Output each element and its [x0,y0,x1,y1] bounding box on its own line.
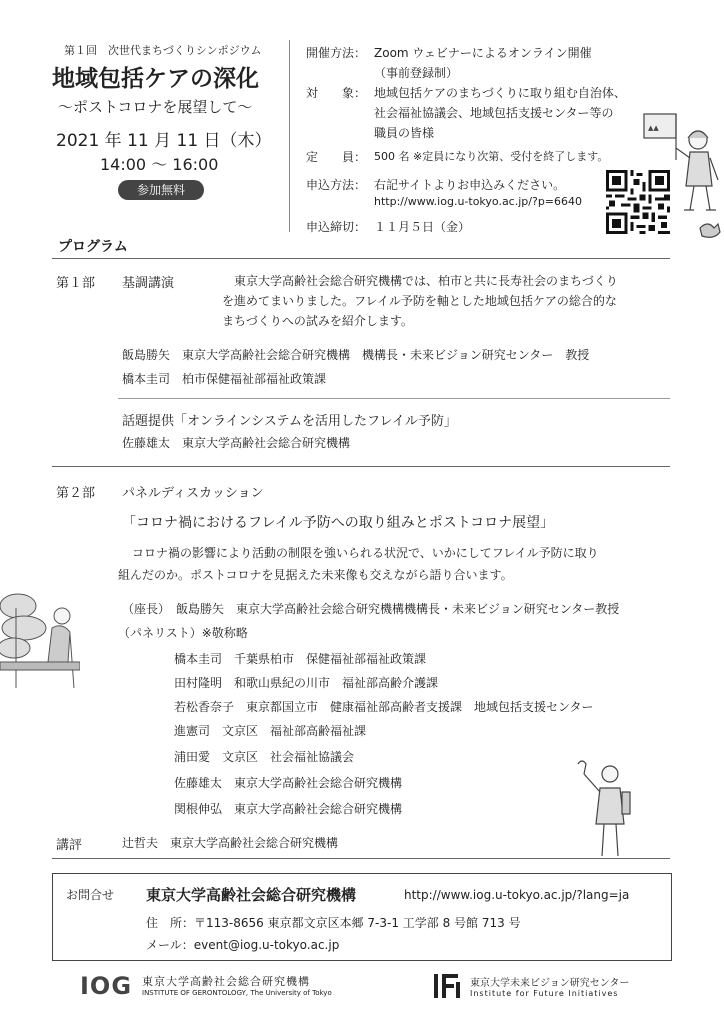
program-divider [52,258,670,259]
target-line-3: 職員の皆様 [374,126,435,140]
iog-name-jp: 東京大学高齢社会総合研究機構 [142,975,310,988]
part2-title: パネルディスカッション [122,486,264,501]
apply-label: 申込方法： [306,178,367,192]
event-title: 地域包括ケアの深化 [52,66,259,92]
review-value: 辻哲夫 東京大学高齢社会総合研究機構 [122,836,339,850]
iog-logo-icon: IOG [80,972,133,1000]
part1-speaker-2: 橋本圭司 柏市保健福祉部福祉政策課 [122,372,327,386]
contact-mail[interactable]: メール：event@iog.u-tokyo.ac.jp [146,938,340,952]
contact-label: お問合せ [66,888,115,902]
panelist-item: 進憲司 文京区 福祉部高齢福祉課 [174,724,367,738]
part2-label: 第２部 [56,486,96,501]
panelist-item: 佐藤雄太 東京大学高齢社会総合研究機構 [174,776,403,790]
part1-sub-divider [118,398,670,399]
program-heading: プログラム [58,239,128,255]
part1-label: 第１部 [56,276,96,291]
contact-org: 東京大学高齢社会総合研究機構 [146,886,357,904]
header-divider [289,40,290,232]
contact-url[interactable]: http://www.iog.u-tokyo.ac.jp/?lang=ja [404,888,630,902]
part1-topic-speaker: 佐藤雄太 東京大学高齢社会総合研究機構 [122,436,351,450]
waving-person-illustration-icon [574,756,640,862]
method-value: Zoom ウェビナーによるオンライン開催 [374,46,592,60]
elderly-walker-illustration-icon [0,588,80,698]
part2-desc-1: コロナ禍の影響により活動の制限を強いられる状況で、いかにしてフレイル予防に取り [132,546,599,560]
event-time: 14:00 ～ 16:00 [100,155,219,174]
review-label: 講評 [56,838,83,853]
panelist-item: 橋本圭司 千葉県柏市 保健福祉部福祉政策課 [174,652,427,666]
capacity-label: 定 員： [306,150,367,164]
target-line-1: 地域包括ケアのまちづくりに取り組む自治体、 [374,86,626,100]
part2-chair: （座長） 飯島勝矢 東京大学高齢社会総合研究機構機構長・未来ビジョン研究センター教授 [122,602,620,616]
apply-value: 右記サイトよりお申込みください。 [374,178,566,192]
apply-url[interactable]: http://www.iog.u-tokyo.ac.jp/?p=6640 [374,195,583,208]
panelist-item: 若松香奈子 東京都国立市 健康福祉部高齢者支援課 地域包括支援センター [174,700,594,714]
panelist-label: （パネリスト）※敬称略 [118,626,248,640]
deadline-label: 申込締切： [306,220,367,234]
part2-theme: 「コロナ禍におけるフレイル予防への取り組みとポストコロナ展望」 [122,515,555,531]
series-label: 第１回 次世代まちづくりシンポジウム [64,44,262,57]
svg-text:▲▲: ▲▲ [648,124,659,132]
part-divider [52,466,670,467]
target-label: 対 象： [306,86,367,100]
contact-address: 住 所：〒113-8656 東京都文京区本郷 7-3-1 工学部 8 号館 713 号 [146,916,521,930]
method-note: （事前登録制） [374,66,459,80]
part1-desc-3: まちづくりへの試みを紹介します。 [222,314,413,328]
panelist-item: 浦田愛 文京区 社会福祉協議会 [174,750,355,764]
target-line-2: 社会福祉協議会、地域包括支援センター等の [374,106,614,120]
part1-desc-1: 東京大学高齢社会総合研究機構では、柏市と共に長寿社会のまちづくり [234,274,618,288]
method-label: 開催方法： [306,46,367,60]
event-date: 2021 年 11 月 11 日（木） [56,131,272,151]
ifi-name-en: Institute for Future Initiatives [470,989,619,998]
panelist-item: 田村隆明 和歌山県紀の川市 福祉部高齢介護課 [174,676,439,690]
part1-title: 基調講演 [122,276,175,291]
iog-name-en: INSTITUTE OF GERONTOLOGY, The University of Tokyo [142,989,332,997]
ifi-name-jp: 東京大学未来ビジョン研究センター [470,978,630,989]
part2-desc-2: 組んだのか。ポストコロナを見据えた未来像も交えながら語り合います。 [118,568,513,582]
capacity-value: 500 名 ※定員になり次第、受付を終了します。 [374,150,609,163]
event-subtitle: ～ポストコロナを展望して～ [58,98,253,116]
deadline-value: １１月５日（金） [374,220,471,234]
panelist-item: 関根伸弘 東京大学高齢社会総合研究機構 [174,802,403,816]
free-badge: 参加無料 [118,180,204,200]
part1-desc-2: を進めてまいりました。フレイル予防を軸とした地域包括ケアの総合的な [222,294,617,308]
part1-topic: 話題提供「オンラインシステムを活用したフレイル予防」 [122,414,457,429]
ifi-logo-icon [430,970,464,1000]
hiker-illustration-icon [640,100,724,250]
part1-speaker-1: 飯島勝矢 東京大学高齢社会総合研究機構 機構長・未来ビジョン研究センター 教授 [122,348,590,362]
